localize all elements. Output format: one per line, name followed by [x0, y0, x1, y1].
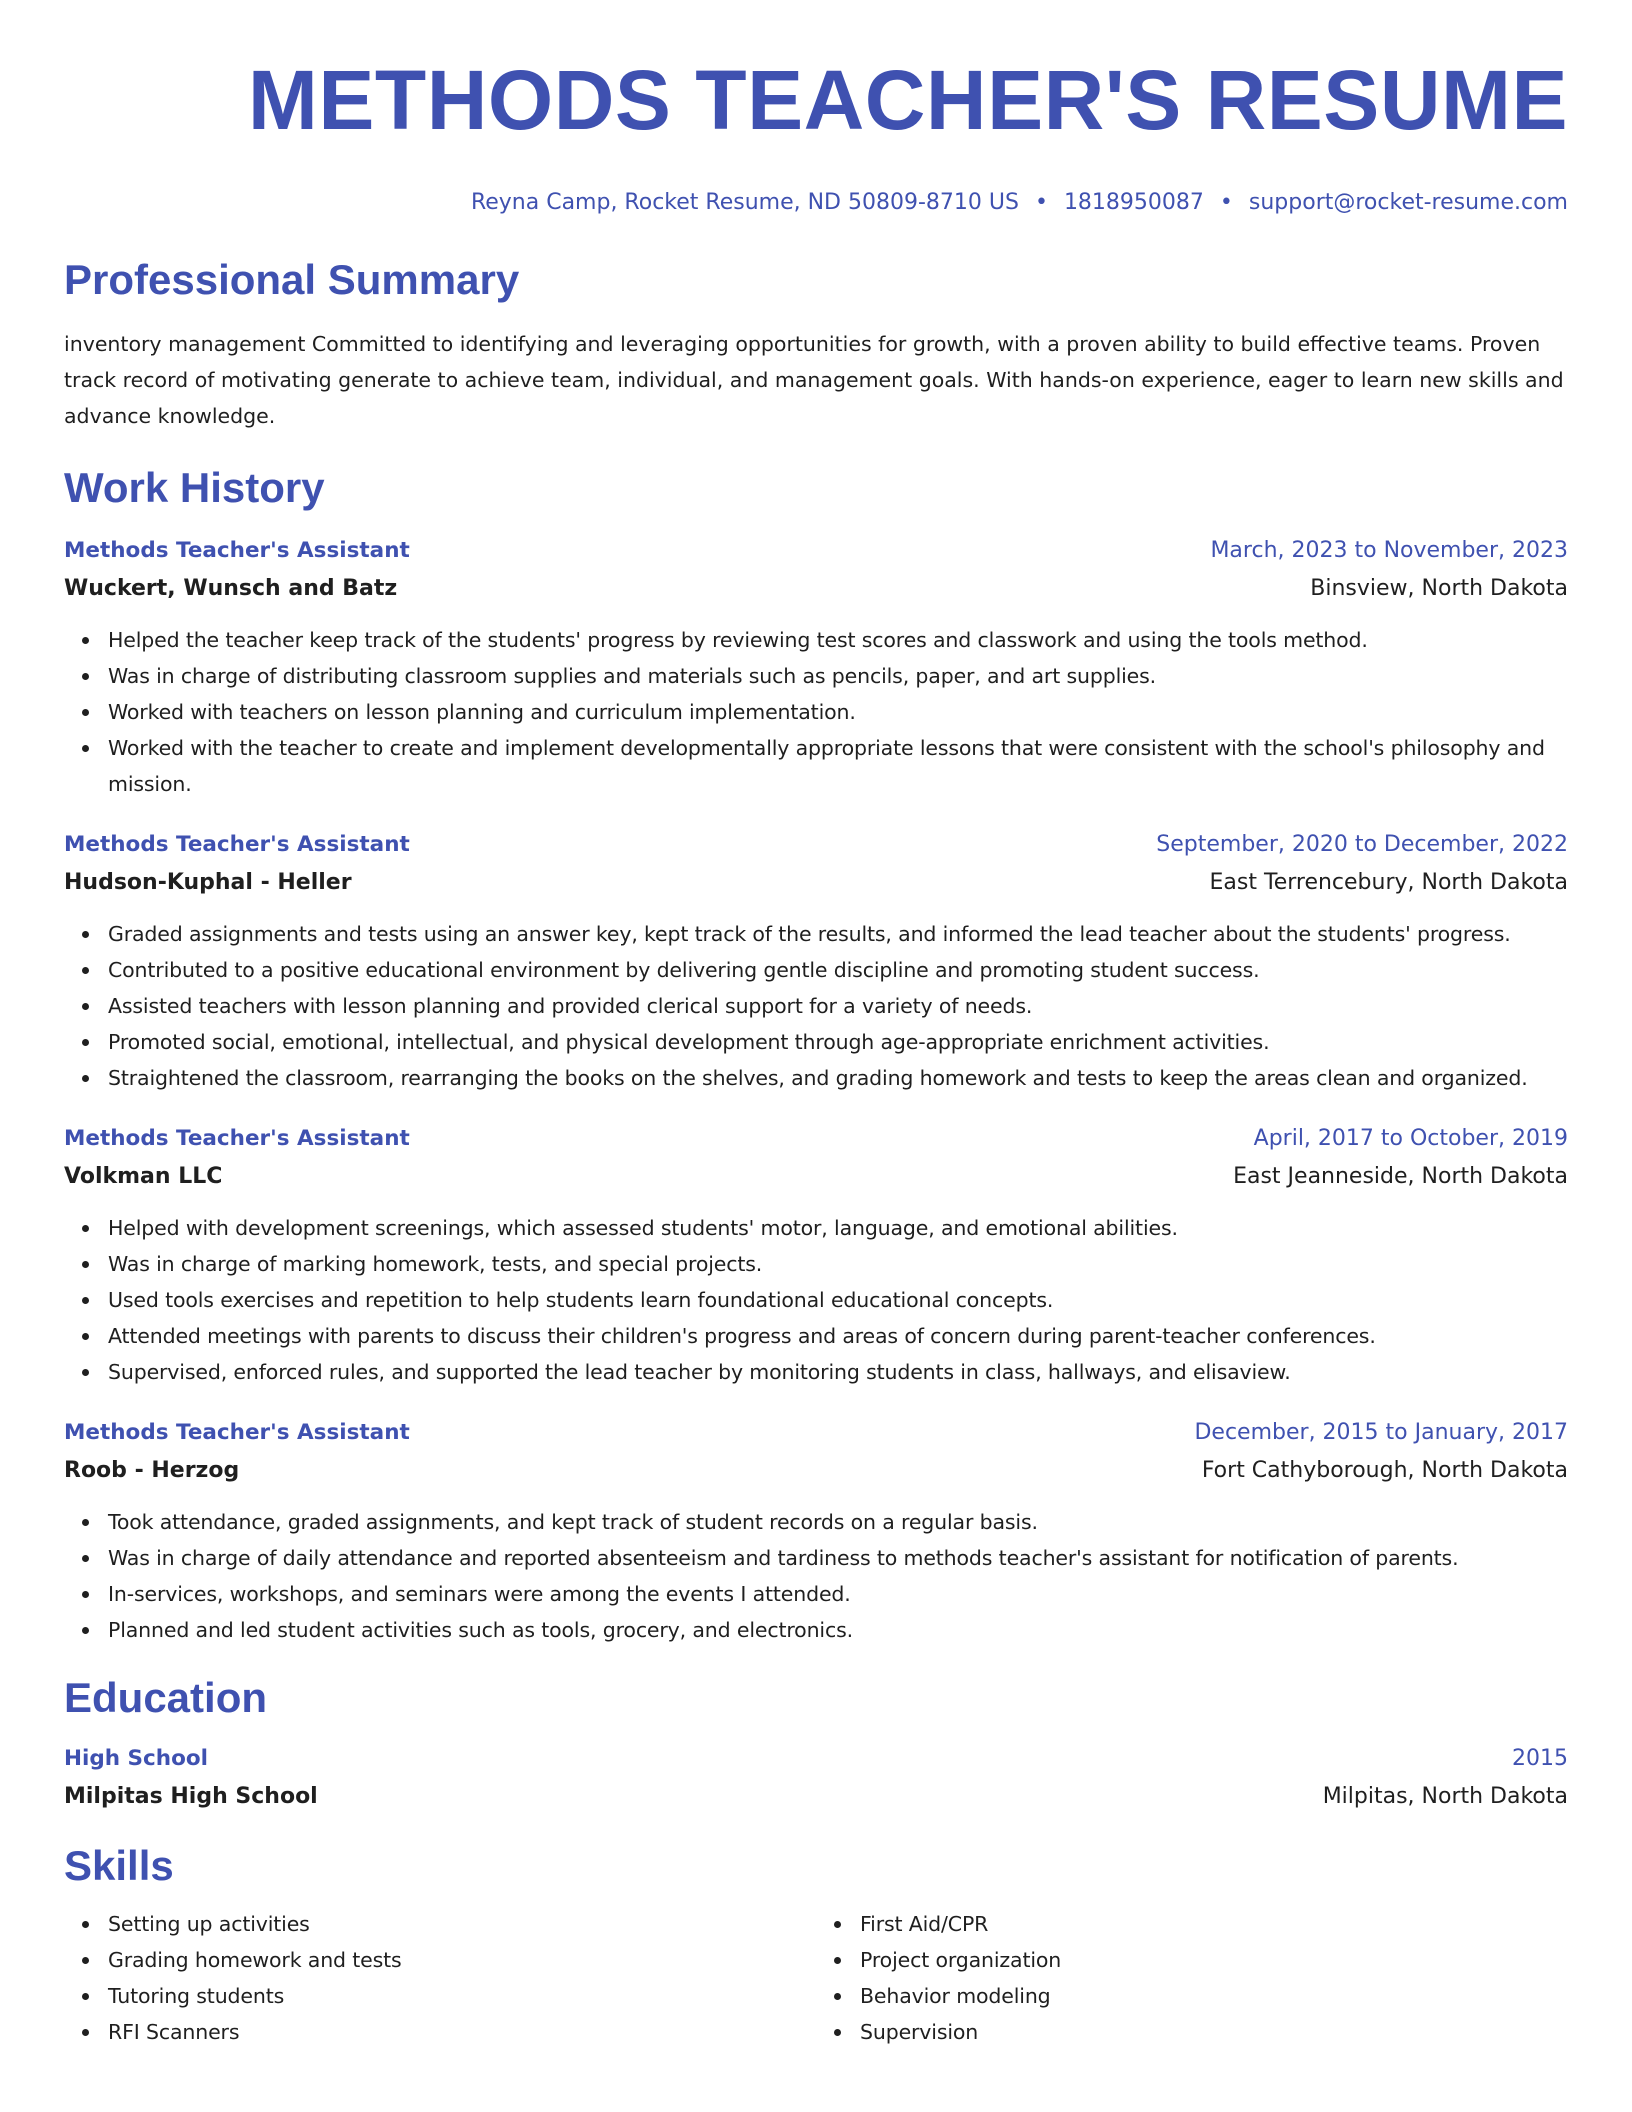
bullet-item: Helped the teacher keep track of the students' progress by reviewing test scores and classwork and using the tools method.	[108, 622, 1568, 658]
bullet-item: Assisted teachers with lesson planning and provided clerical support for a variety of needs.	[108, 988, 1568, 1024]
bullet-item: Worked with teachers on lesson planning and curriculum implementation.	[108, 694, 1568, 730]
job-company: Volkman LLC	[64, 1164, 223, 1189]
bullet-item: Was in charge of marking homework, tests, and special projects.	[108, 1246, 1568, 1282]
job-company: Roob - Herzog	[64, 1458, 240, 1483]
job-dates: April, 2017 to October, 2019	[1253, 1126, 1568, 1151]
job-entry	[64, 1414, 1568, 1648]
job-location: East Jeanneside, North Dakota	[1233, 1164, 1568, 1189]
contact-email: support@rocket-resume.com	[1248, 190, 1568, 215]
education-heading: Education	[64, 1674, 268, 1721]
education-year: 2015	[1512, 1746, 1568, 1771]
bullet-item: Contributed to a positive educational environment by delivering gentle discipline and promoting student success.	[108, 952, 1568, 988]
job-dates: December, 2015 to January, 2017	[1194, 1420, 1568, 1445]
skills-column-right	[816, 1906, 1568, 2050]
job-company: Hudson-Kuphal - Heller	[64, 870, 352, 895]
bullet-item: Attended meetings with parents to discuss their children's progress and areas of concern during parent-teacher conferences.	[108, 1318, 1568, 1354]
job-entry	[64, 826, 1568, 1096]
skill-item: Grading homework and tests	[108, 1942, 816, 1978]
resume-header	[64, 44, 1568, 218]
job-location: Fort Cathyborough, North Dakota	[1201, 1458, 1568, 1483]
skills-column-left	[64, 1906, 816, 2050]
bullet-item: Was in charge of daily attendance and reported absenteeism and tardiness to methods teacher's assistant for notification of parents.	[108, 1540, 1568, 1576]
bullet-item: Promoted social, emotional, intellectual, and physical development through age-appropriate enrichment activities.	[108, 1024, 1568, 1060]
education-school: Milpitas High School	[64, 1784, 318, 1809]
contact-phone: 1818950087	[1063, 190, 1204, 215]
job-title: Methods Teacher's Assistant	[64, 538, 410, 563]
contact-separator: •	[1034, 190, 1048, 215]
education-degree: High School	[64, 1746, 208, 1771]
job-entry	[64, 1120, 1568, 1390]
job-entry	[64, 532, 1568, 802]
job-location: Binsview, North Dakota	[1310, 576, 1568, 601]
work-history-heading: Work History	[64, 464, 325, 511]
job-company: Wuckert, Wunsch and Batz	[64, 576, 398, 601]
bullet-item: Straightened the classroom, rearranging the books on the shelves, and grading homework and tests to keep the areas clean and organized.	[108, 1060, 1568, 1096]
job-dates: March, 2023 to November, 2023	[1210, 538, 1568, 563]
resume-title: METHODS TEACHER'S RESUME	[247, 53, 1568, 147]
skill-item: Behavior modeling	[860, 1978, 1568, 2014]
skills-heading: Skills	[64, 1842, 174, 1889]
skill-item: Project organization	[860, 1942, 1568, 1978]
bullet-item: Used tools exercises and repetition to help students learn foundational educational concepts.	[108, 1282, 1568, 1318]
contact-address: Reyna Camp, Rocket Resume, ND 50809-8710 US	[470, 190, 1019, 215]
job-title: Methods Teacher's Assistant	[64, 1420, 410, 1445]
job-bullets	[64, 1210, 1568, 1390]
job-bullets	[64, 622, 1568, 802]
bullet-item: Took attendance, graded assignments, and kept track of student records on a regular basis.	[108, 1504, 1568, 1540]
education-entry	[64, 1740, 1568, 1816]
bullet-item: Graded assignments and tests using an answer key, kept track of the results, and informed the lead teacher about the students' progress.	[108, 916, 1568, 952]
job-title: Methods Teacher's Assistant	[64, 832, 410, 857]
job-location: East Terrencebury, North Dakota	[1209, 870, 1568, 895]
bullet-item: Worked with the teacher to create and implement developmentally appropriate lessons that were consistent with the school's philosophy and mission.	[108, 730, 1568, 802]
skills-list	[64, 1906, 1568, 2050]
summary-text: inventory management Committed to identifying and leveraging opportunities for growth, with a proven ability to build effective teams. Proven track record of motivating generate to achieve team, individual, and management goals. With hands-on experience, eager to learn new skills and advance knowledge.	[64, 332, 1564, 428]
skill-item: Supervision	[860, 2014, 1568, 2050]
bullet-item: In-services, workshops, and seminars were among the events I attended.	[108, 1576, 1568, 1612]
bullet-item: Was in charge of distributing classroom supplies and materials such as pencils, paper, and art supplies.	[108, 658, 1568, 694]
job-bullets	[64, 1504, 1568, 1648]
contact-line	[64, 188, 1568, 218]
contact-separator: •	[1219, 190, 1233, 215]
skill-item: RFI Scanners	[108, 2014, 816, 2050]
job-bullets	[64, 916, 1568, 1096]
bullet-item: Helped with development screenings, which assessed students' motor, language, and emotional abilities.	[108, 1210, 1568, 1246]
skill-item: Tutoring students	[108, 1978, 816, 2014]
summary-heading: Professional Summary	[64, 256, 520, 303]
skill-item: Setting up activities	[108, 1906, 816, 1942]
job-dates: September, 2020 to December, 2022	[1156, 832, 1568, 857]
bullet-item: Planned and led student activities such as tools, grocery, and electronics.	[108, 1612, 1568, 1648]
bullet-item: Supervised, enforced rules, and supported the lead teacher by monitoring students in class, hallways, and elisaview.	[108, 1354, 1568, 1390]
education-location: Milpitas, North Dakota	[1322, 1784, 1568, 1809]
skill-item: First Aid/CPR	[860, 1906, 1568, 1942]
job-title: Methods Teacher's Assistant	[64, 1126, 410, 1151]
